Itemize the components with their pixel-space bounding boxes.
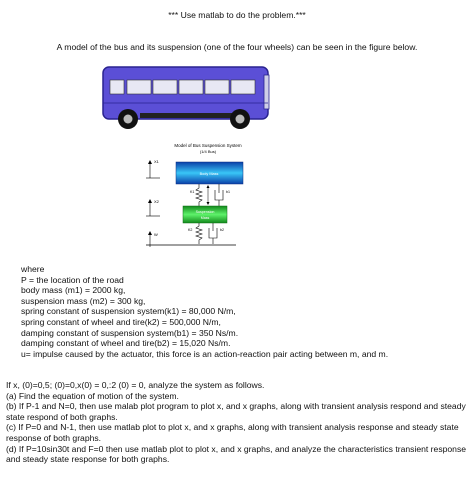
param-line: where	[21, 264, 45, 274]
damper-b1	[215, 184, 230, 206]
suspension-mass-block	[183, 206, 227, 223]
param-line: u= impulse caused by the actuator, this force is an action-reaction pair acting between m, and m.	[21, 348, 389, 359]
b2-label: b2	[220, 228, 224, 232]
parameter-list	[21, 264, 388, 359]
param-line: spring constant of wheel and tire(k2) = 500,000 N/m,	[21, 316, 221, 327]
b1-label: b1	[226, 190, 230, 194]
problem-line: (c) If P=0 and N-1, then use matlab plot to plot x, and x graphs, along with transient analysis response and steady state response of both graphs.	[6, 422, 459, 443]
bus-illustration	[103, 67, 269, 129]
k2-label: K2	[188, 228, 193, 232]
suspension-mass-label-2: Mass	[200, 216, 210, 220]
problem-line: If x, (0)=0,5; (0)=0,x(0) = 0,:2 (0) = 0, analyze the system as follows.	[6, 380, 265, 390]
problem-statement	[6, 380, 472, 465]
instruction-text: *** Use matlab to do the problem.***	[168, 10, 306, 20]
damper-b2	[209, 223, 224, 244]
figure-title: Model of Bus Suspension System	[174, 143, 242, 148]
problem-line: (a) Find the equation of motion of the system.	[6, 390, 179, 401]
param-line: P = the location of the road	[21, 274, 124, 285]
intro-text: A model of the bus and its suspension (one of the four wheels) can be seen in the figure below.	[56, 42, 418, 52]
k1-label: K1	[190, 190, 195, 194]
actuator-arrows	[207, 185, 210, 205]
suspension-mass-label-1: Suspension	[195, 210, 215, 214]
param-line: body mass (m1) = 2000 kg,	[21, 285, 126, 296]
figure-subtitle: (1/4 Bus)	[199, 149, 217, 154]
param-line: damping constant of suspension system(b1) = 350 Ns/m.	[21, 327, 239, 338]
spring-k1	[190, 184, 202, 206]
param-line: damping constant of wheel and tire(b2) = 15,020 Ns/m.	[21, 338, 231, 349]
x1-label: X1	[154, 159, 159, 164]
param-line: suspension mass (m2) = 300 kg,	[21, 295, 146, 306]
problem-line: (d) If P=10sin30t and F=0 then use matlab plot to plot x, and x graphs, and analyze the characteristics transient response and steady state response for both graphs.	[6, 443, 467, 465]
problem-line: (b) If P-1 and N=0, then use malab plot program to plot x, and x graphs, along with transient analysis respond and steady state respond of both graphs.	[6, 401, 466, 422]
x1-indicator	[146, 159, 160, 178]
body-mass-label: Body Mass	[199, 172, 219, 176]
x2-label: X2	[154, 199, 159, 204]
w-label: W	[154, 232, 158, 237]
param-line: spring constant of suspension system(k1) = 80,000 N/m,	[21, 306, 236, 317]
spring-k2	[188, 223, 202, 244]
x2-indicator	[146, 199, 160, 216]
